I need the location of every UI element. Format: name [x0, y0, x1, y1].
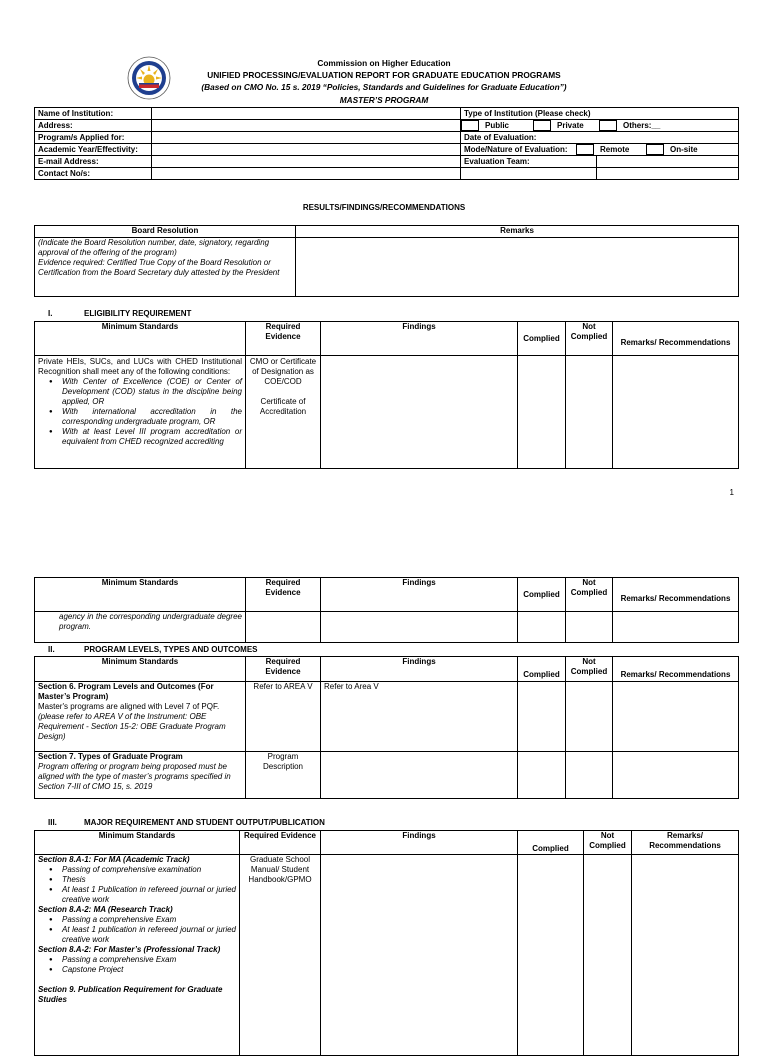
major-requirement-table: [34, 830, 739, 1056]
section-7-title: Section 7. Types of Graduate Program: [38, 752, 183, 761]
type-label: Type of Institution (Please check): [461, 108, 739, 120]
private-checkbox[interactable]: [533, 120, 551, 131]
not-complied-field[interactable]: [566, 356, 613, 469]
blank-cell: [597, 168, 739, 180]
col-remarks: Remarks/ Recommendations: [613, 657, 739, 682]
report-title: UNIFIED PROCESSING/EVALUATION REPORT FOR GRADUATE EDUCATION PROGRAMS: [207, 70, 561, 80]
remarks-field[interactable]: [613, 356, 739, 469]
col-required-evidence: Required Evidence: [246, 657, 321, 682]
col-min-standards: Minimum Standards: [35, 578, 246, 612]
email-field[interactable]: [152, 156, 461, 168]
year-field[interactable]: [152, 144, 461, 156]
list-item: ● At least 1 Publication in refereed journal or juried creative work: [62, 885, 236, 905]
col-min-standards: Minimum Standards: [35, 657, 246, 682]
eligibility-table: [34, 321, 739, 469]
year-label: Academic Year/Effectivity:: [35, 144, 152, 156]
col-remarks: Remarks/ Recommendations: [632, 831, 739, 855]
section-number: I.: [48, 309, 53, 318]
remote-label: Remote: [600, 145, 630, 154]
col-min-standards: Minimum Standards: [35, 322, 246, 356]
col-not-complied: Not Complied: [584, 831, 632, 855]
col-not-complied: Not Complied: [566, 578, 613, 612]
findings-field[interactable]: [321, 752, 518, 799]
remote-checkbox[interactable]: [576, 144, 594, 155]
onsite-checkbox[interactable]: [646, 144, 664, 155]
programs-field[interactable]: [152, 132, 461, 144]
email-label: E-mail Address:: [35, 156, 152, 168]
col-complied: Complied: [518, 831, 584, 855]
board-resolution-table: [34, 225, 739, 297]
list-item: ● With at least Level III program accreditation or equivalent from CHED recognized accrediting: [62, 427, 242, 447]
programs-label: Program/s Applied for:: [35, 132, 152, 144]
mode-label: Mode/Nature of Evaluation:: [464, 145, 568, 154]
page-number: 1: [729, 488, 734, 497]
col-not-complied: Not Complied: [566, 657, 613, 682]
list-item: ● Passing a comprehensive Exam: [62, 955, 236, 965]
address-field[interactable]: [152, 120, 461, 132]
not-complied-field[interactable]: [584, 855, 632, 1056]
onsite-label: On-site: [670, 145, 698, 154]
report-subtitle: (Based on CMO No. 15 s. 2019 “Policies, Standards and Guidelines for Graduate Education”): [201, 82, 567, 92]
col-min-standards: Minimum Standards: [35, 831, 240, 855]
col-complied: Complied: [518, 657, 566, 682]
section-number: II.: [48, 645, 55, 654]
remarks-field[interactable]: [613, 612, 739, 643]
private-label: Private: [557, 121, 584, 130]
col-remarks: Remarks/ Recommendations: [613, 322, 739, 356]
section-9-title: Section 9. Publication Requirement for Graduate Studies: [38, 985, 223, 1004]
others-label: Others:__: [623, 121, 661, 130]
evidence-refer-area-v: Refer to AREA V: [246, 682, 321, 752]
contact-field[interactable]: [152, 168, 461, 180]
name-field[interactable]: [152, 108, 461, 120]
institution-info-table: [34, 107, 739, 180]
list-item: ● Capstone Project: [62, 965, 236, 975]
section-title: PROGRAM LEVELS, TYPES AND OUTCOMES: [84, 645, 258, 654]
others-checkbox[interactable]: [599, 120, 617, 131]
section-7-text: Program offering or program being proposed must be aligned with the type of master’s programs specified in Section 7-III of CMO 15, s. 2019: [38, 762, 231, 791]
list-item: ● With Center of Excellence (COE) or Center of Development (COD) status in the discipline being applied, OR: [62, 377, 242, 407]
complied-field[interactable]: [518, 855, 584, 1056]
evidence-coe: CMO or Certificate of Designation as COE/COD: [249, 357, 317, 386]
remarks-field[interactable]: [613, 682, 739, 752]
section-8a1-title: Section 8.A-1: For MA (Academic Track): [38, 855, 190, 864]
date-label: Date of Evaluation:: [461, 132, 739, 144]
not-complied-field[interactable]: [566, 752, 613, 799]
remarks-field[interactable]: [613, 752, 739, 799]
col-findings: Findings: [321, 578, 518, 612]
name-label: Name of Institution:: [35, 108, 152, 120]
section-6-title: Section 6. Program Levels and Outcomes (For Master’s Program): [38, 682, 214, 701]
program-levels-table: [34, 656, 739, 799]
public-checkbox[interactable]: [461, 120, 479, 131]
remarks-header: Remarks: [296, 226, 739, 238]
eligibility-intro: Private HEIs, SUCs, and LUCs with CHED Institutional Recognition shall meet any of the following conditions:: [38, 357, 242, 376]
col-remarks: Remarks/ Recommendations: [613, 578, 739, 612]
complied-field[interactable]: [518, 682, 566, 752]
not-complied-field[interactable]: [566, 612, 613, 643]
complied-field[interactable]: [518, 752, 566, 799]
eligibility-continued-table: [34, 577, 739, 643]
findings-refer-area-v: Refer to Area V: [321, 682, 518, 752]
findings-field[interactable]: [321, 612, 518, 643]
findings-field[interactable]: [321, 855, 518, 1056]
results-title: RESULTS/FINDINGS/RECOMMENDATIONS: [302, 203, 466, 212]
col-findings: Findings: [321, 831, 518, 855]
blank-cell: [461, 168, 597, 180]
section-title: MAJOR REQUIREMENT AND STUDENT OUTPUT/PUBLICATION: [84, 818, 325, 827]
not-complied-field[interactable]: [566, 682, 613, 752]
section-6-text: Master's programs are aligned with Level 7 of PQF.: [38, 702, 220, 711]
evidence-field: [246, 612, 321, 643]
evidence-program-description: Program Description: [246, 752, 321, 799]
col-not-complied: Not Complied: [566, 322, 613, 356]
program-type: MASTER’S PROGRAM: [339, 95, 429, 105]
team-label: Evaluation Team:: [461, 156, 597, 168]
contact-label: Contact No/s:: [35, 168, 152, 180]
list-item: ● At least 1 publication in refereed journal or juried creative work: [62, 925, 236, 945]
section-6-note: (please refer to AREA V of the Instrument: OBE Requirement - Section 15-2: OBE Graduate Program Design): [38, 712, 226, 741]
public-label: Public: [485, 121, 510, 130]
section-title: ELIGIBILITY REQUIREMENT: [84, 309, 192, 318]
section-8a2-professional-title: Section 8.A-2: For Master’s (Professional Track): [38, 945, 221, 954]
evidence-gs-manual: Graduate School Manual/ Student Handbook/GPMO: [240, 855, 321, 1056]
board-remarks-field[interactable]: [296, 238, 739, 297]
col-findings: Findings: [321, 322, 518, 356]
complied-field[interactable]: [518, 612, 566, 643]
address-label: Address:: [35, 120, 152, 132]
board-evidence: Evidence required: Certified True Copy of the Board Resolution or Certification from the Board Secretary duly attested by the President: [38, 258, 280, 277]
col-required-evidence: Required Evidence: [246, 322, 321, 356]
team-field[interactable]: [597, 156, 739, 168]
section-number: III.: [48, 818, 57, 827]
list-item: ● With international accreditation in the corresponding undergraduate program, OR: [62, 407, 242, 427]
list-item: ● Thesis: [62, 875, 236, 885]
col-complied: Complied: [518, 322, 566, 356]
org-name: Commission on Higher Education: [317, 58, 451, 68]
col-findings: Findings: [321, 657, 518, 682]
complied-field[interactable]: [518, 356, 566, 469]
col-required-evidence: Required Evidence: [240, 831, 321, 855]
evidence-accreditation: Certificate of Accreditation: [259, 397, 307, 416]
remarks-field[interactable]: [632, 855, 739, 1056]
board-instruction: (Indicate the Board Resolution number, date, signatory, regarding approval of the offering of the program): [38, 238, 270, 257]
section-8a2-title: Section 8.A-2: MA (Research Track): [38, 905, 173, 914]
findings-field[interactable]: [321, 356, 518, 469]
col-required-evidence: Required Evidence: [246, 578, 321, 612]
list-item: ● Passing a comprehensive Exam: [62, 915, 236, 925]
board-resolution-header: Board Resolution: [35, 226, 296, 238]
eligibility-continued-text: agency in the corresponding undergraduate degree program.: [35, 612, 246, 643]
list-item: ● Passing of comprehensive examination: [62, 865, 236, 875]
col-complied: Complied: [518, 578, 566, 612]
